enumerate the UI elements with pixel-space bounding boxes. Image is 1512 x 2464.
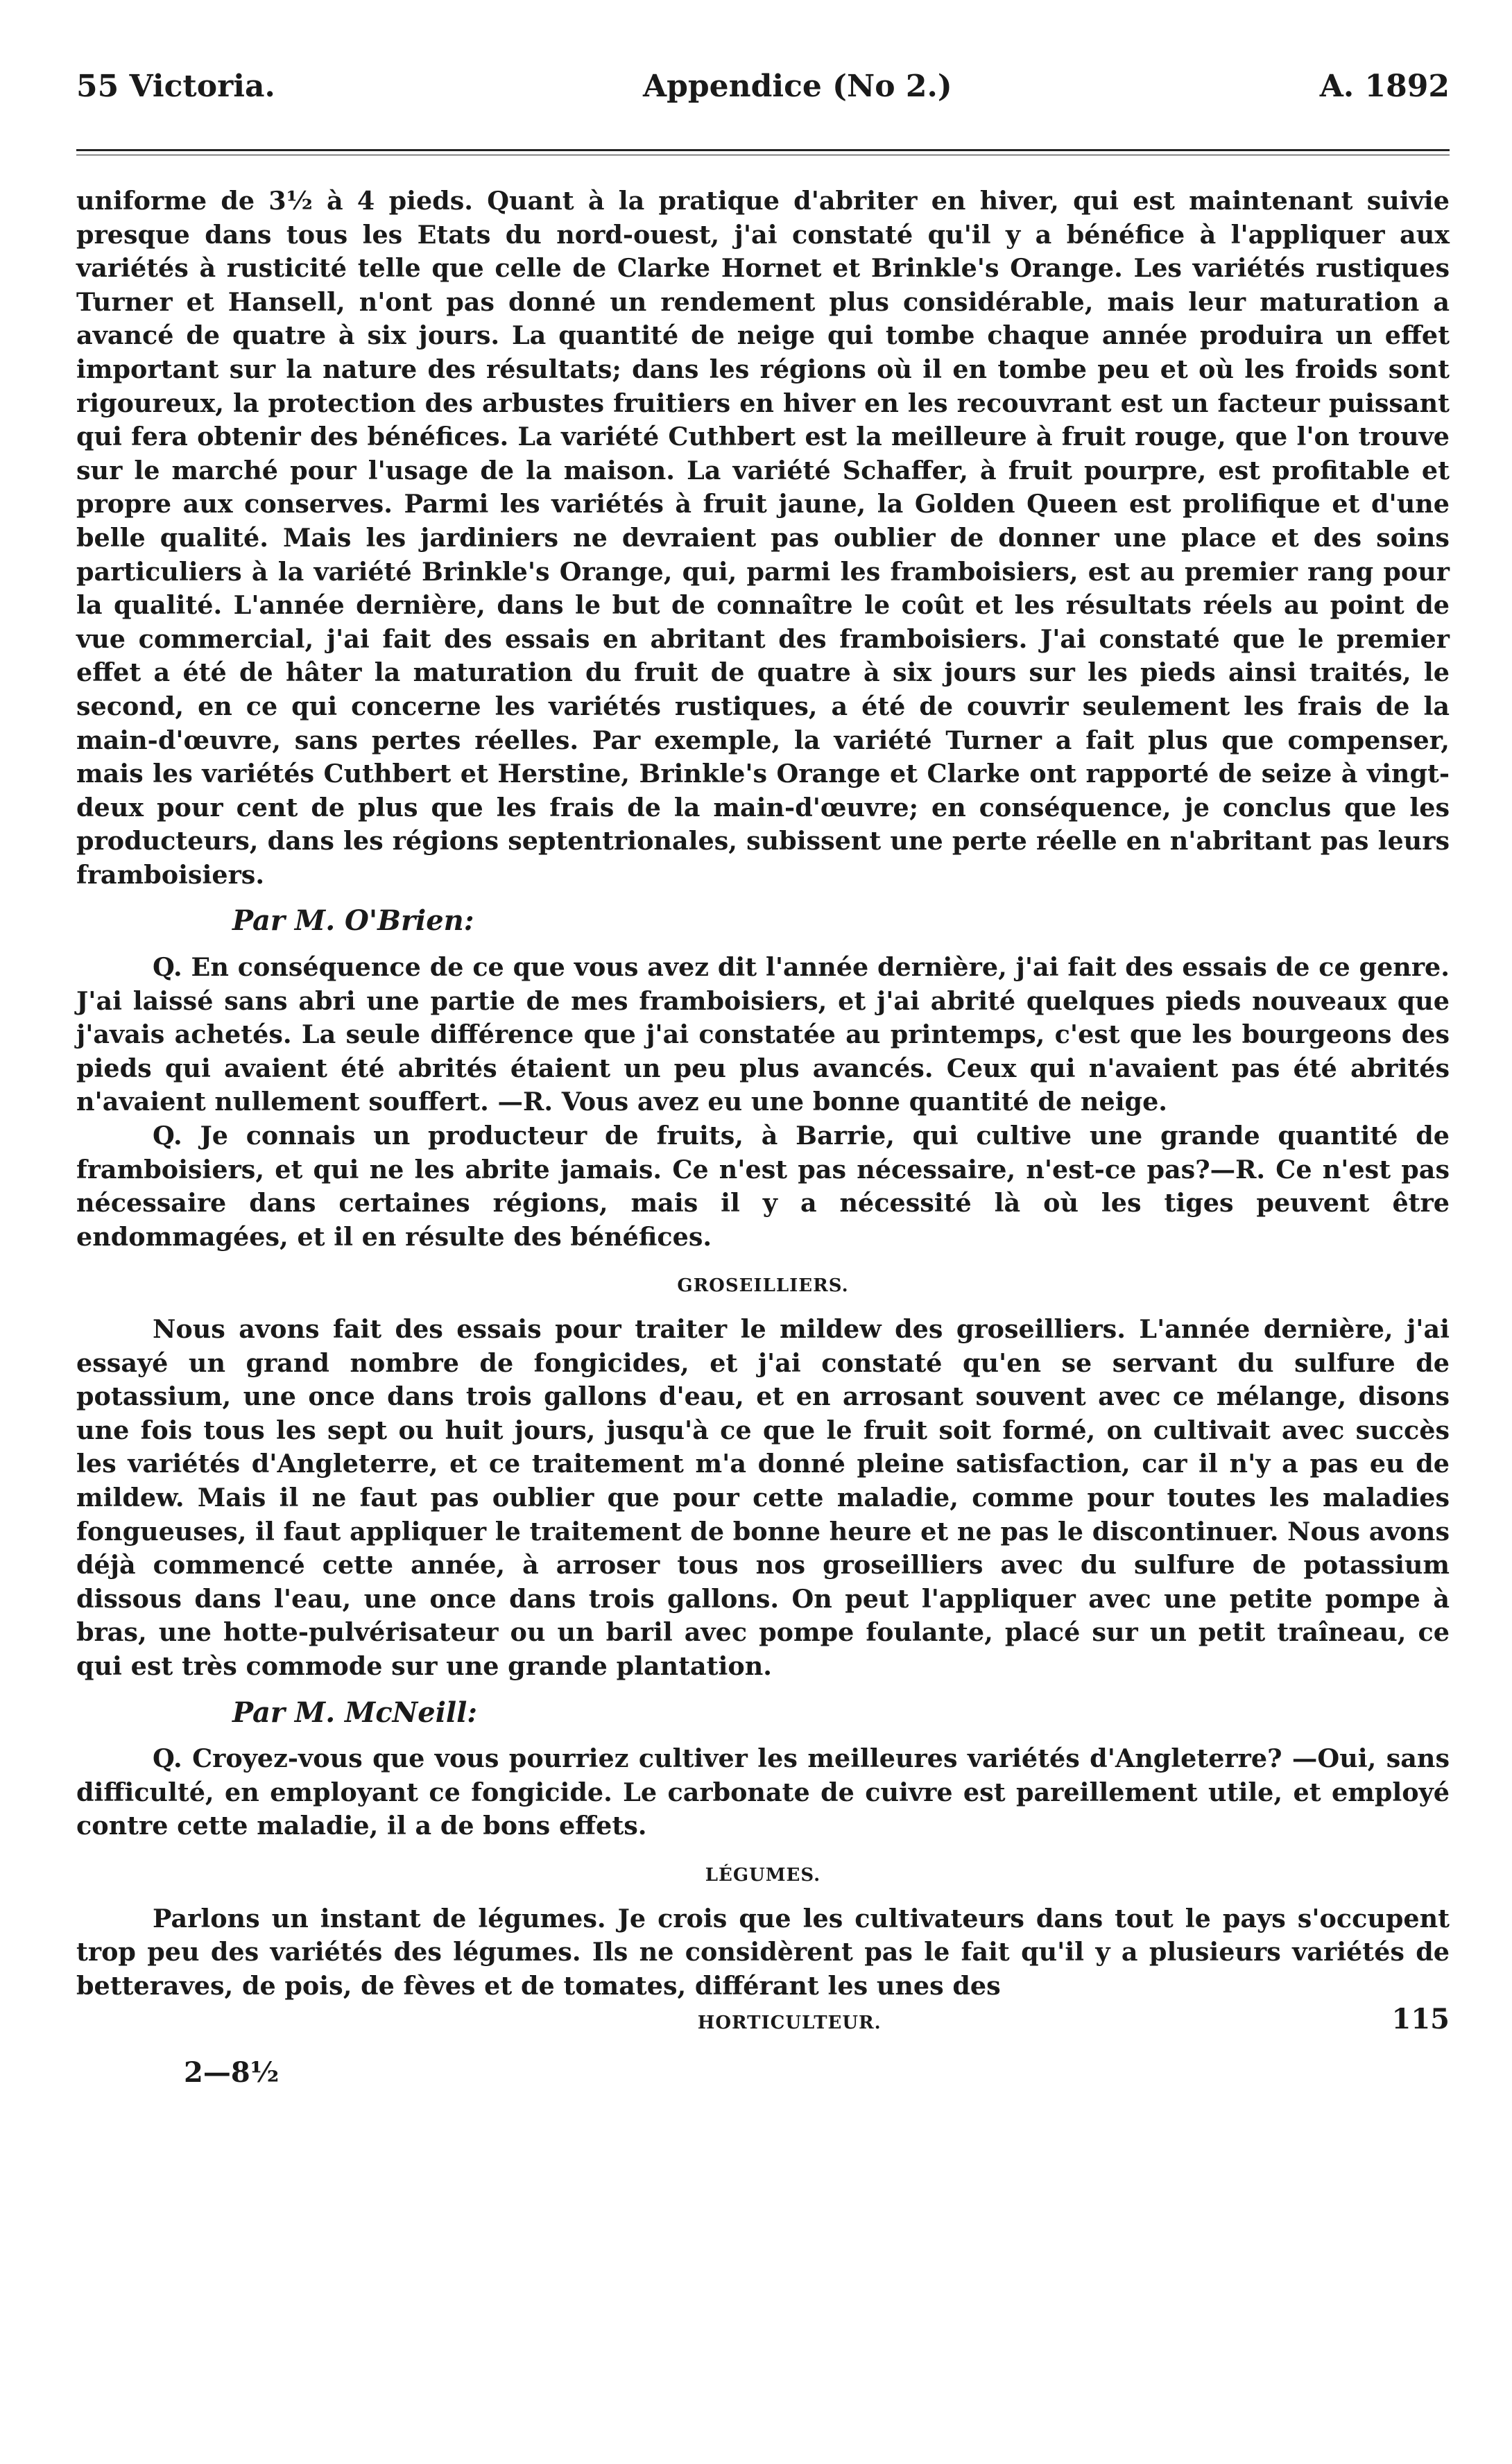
paragraph-raspberries: uniforme de 3½ à 4 pieds. Quant à la pratique d'abriter en hiver, qui est maintenant suivie presque dans tous les Etats du nord-ouest, j'ai constaté qu'il y a bénéfice à l'appliquer aux variétés à rusticité telle que celle de Clarke Hornet et Brinkle's Orange. Les variétés rustiques Turner et Hansell, n'ont pas donné un rendement plus considérable, mais leur maturation a avancé de quatre à six jours. La quantité de neige qui tombe chaque année produira un effet important sur la nature des résultats; dans les régions où il en tombe peu et où les froids sont rigoureux, la protection des arbustes fruitiers en hiver en les recouvrant est un facteur puissant qui fera obtenir des bénéfices. La variété Cuthbert est la meilleure à fruit rouge, que l'on trouve sur le marché pour l'usage de la maison. La variété Schaffer, à fruit pourpre, est profitable et propre aux conserves. Parmi les variétés à fruit jaune, la Golden Queen est prolifique et d'une belle qualité. Mais les jardiniers ne devraient pas oublier de donner une place et des soins particuliers à la variété Brinkle's Orange, qui, parmi les framboisiers, est au premier rang pour la qualité. L'année dernière, dans le but de connaître le coût et les résultats réels au point de vue commercial, j'ai fait des essais en abritant des framboisiers. J'ai constaté que le premier effet a été de hâter la maturation du fruit de quatre à six jours sur les pieds ainsi traités, le second, en ce qui concerne les variétés rustiques, a été de couvrir seulement les frais de la main-d'œuvre, sans pertes réelles. Par exemple, la variété Turner a fait plus que compenser, mais les variétés Cuthbert et Herstine, Brinkle's Orange et Clarke ont rapporté de seize à vingt-deux pour cent de plus que les frais de la main-d'œuvre; en conséquence, je conclus que les producteurs, dans les régions septentrionales, subissent une perte réelle en n'abritant pas leurs framboisiers. (76, 186, 1450, 890)
header-appendix: Appendice (No 2.) (642, 69, 952, 104)
question-1: Q. En conséquence de ce que vous avez dit l'année dernière, j'ai fait des essais de ce genre. J'ai laissé sans abri une partie de mes framboisiers, et j'ai abrité quelques pieds nouveaux que j'avais achetés. La seule différence que j'ai constatée au printemps, c'est que les bourgeons des pieds qui avaient été abrités étaient un peu plus avancés. Ceux qui n'avaient pas été abrités n'avaient nullement souffert. —R. Vous avez eu une bonne quantité de neige. (76, 952, 1450, 1117)
header-rule (76, 149, 1450, 155)
footer-catchword: HORTICULTEUR. (697, 2013, 882, 2034)
question-3: Q. Croyez-vous que vous pourriez cultiver les meilleures variétés d'Angleterre? —Oui, sans difficulté, en employant ce fongicide. Le carbonate de cuivre est pareillement utile, et employé contre cette maladie, il a de bons effets. (76, 1743, 1450, 1841)
header-session: 55 Victoria. (76, 69, 275, 104)
page-footer (76, 2003, 1450, 2035)
section-heading-groseilliers: GROSEILLIERS. (677, 1275, 849, 1297)
signature-mark: 2—8½ (184, 2056, 280, 2090)
running-header (76, 66, 1450, 107)
section-heading-legumes: LÉGUMES. (705, 1864, 821, 1886)
question-2: Q. Je connais un producteur de fruits, à Barrie, qui cultive une grande quantité de framboisiers, et qui ne les abrite jamais. Ce n'est pas nécessaire, n'est-ce pas?—R. Ce n'est pas nécessaire dans certaines régions, mais il y a nécessité là où les tiges peuvent être endommagées, et il en résulte des bénéfices. (76, 1121, 1450, 1252)
document-page (76, 66, 1450, 2089)
page-number: 115 (1391, 2003, 1450, 2036)
speaker-mcneill: Par M. McNeill: (232, 1696, 478, 1729)
paragraph-vegetables: Parlons un instant de légumes. Je crois que les cultivateurs dans tout le pays s'occupent trop peu des variétés des légumes. Ils ne considèrent pas le fait qu'il y a plusieurs variétés de betteraves, de pois, de fèves et de tomates, différant les unes des (76, 1903, 1450, 2001)
body-text (76, 184, 1450, 2003)
speaker-obrien: Par M. O'Brien: (232, 904, 474, 938)
paragraph-gooseberries: Nous avons fait des essais pour traiter le mildew des groseilliers. L'année dernière, j'ai essayé un grand nombre de fongicides, et j'ai constaté qu'en se servant du sulfure de potassium, une once dans trois gallons d'eau, et en arrosant souvent avec ce mélange, disons une fois tous les sept ou huit jours, jusqu'à ce que le fruit soit formé, on cultivait avec succès les variétés d'Angleterre, et ce traitement m'a donné pleine satisfaction, car il n'y a pas eu de mildew. Mais il ne faut pas oublier que pour cette maladie, comme pour toutes les maladies fongueuses, il faut appliquer le traitement de bonne heure et ne pas le discontinuer. Nous avons déjà commencé cette année, à arroser tous nos groseilliers avec du sulfure de potassium dissous dans l'eau, une once dans trois gallons. On peut l'appliquer avec une petite pompe à bras, une hotte-pulvérisateur ou un baril avec pompe foulante, placé sur un petit traîneau, ce qui est très commode sur une grande plantation. (76, 1314, 1450, 1681)
header-year: A. 1892 (1319, 69, 1450, 104)
